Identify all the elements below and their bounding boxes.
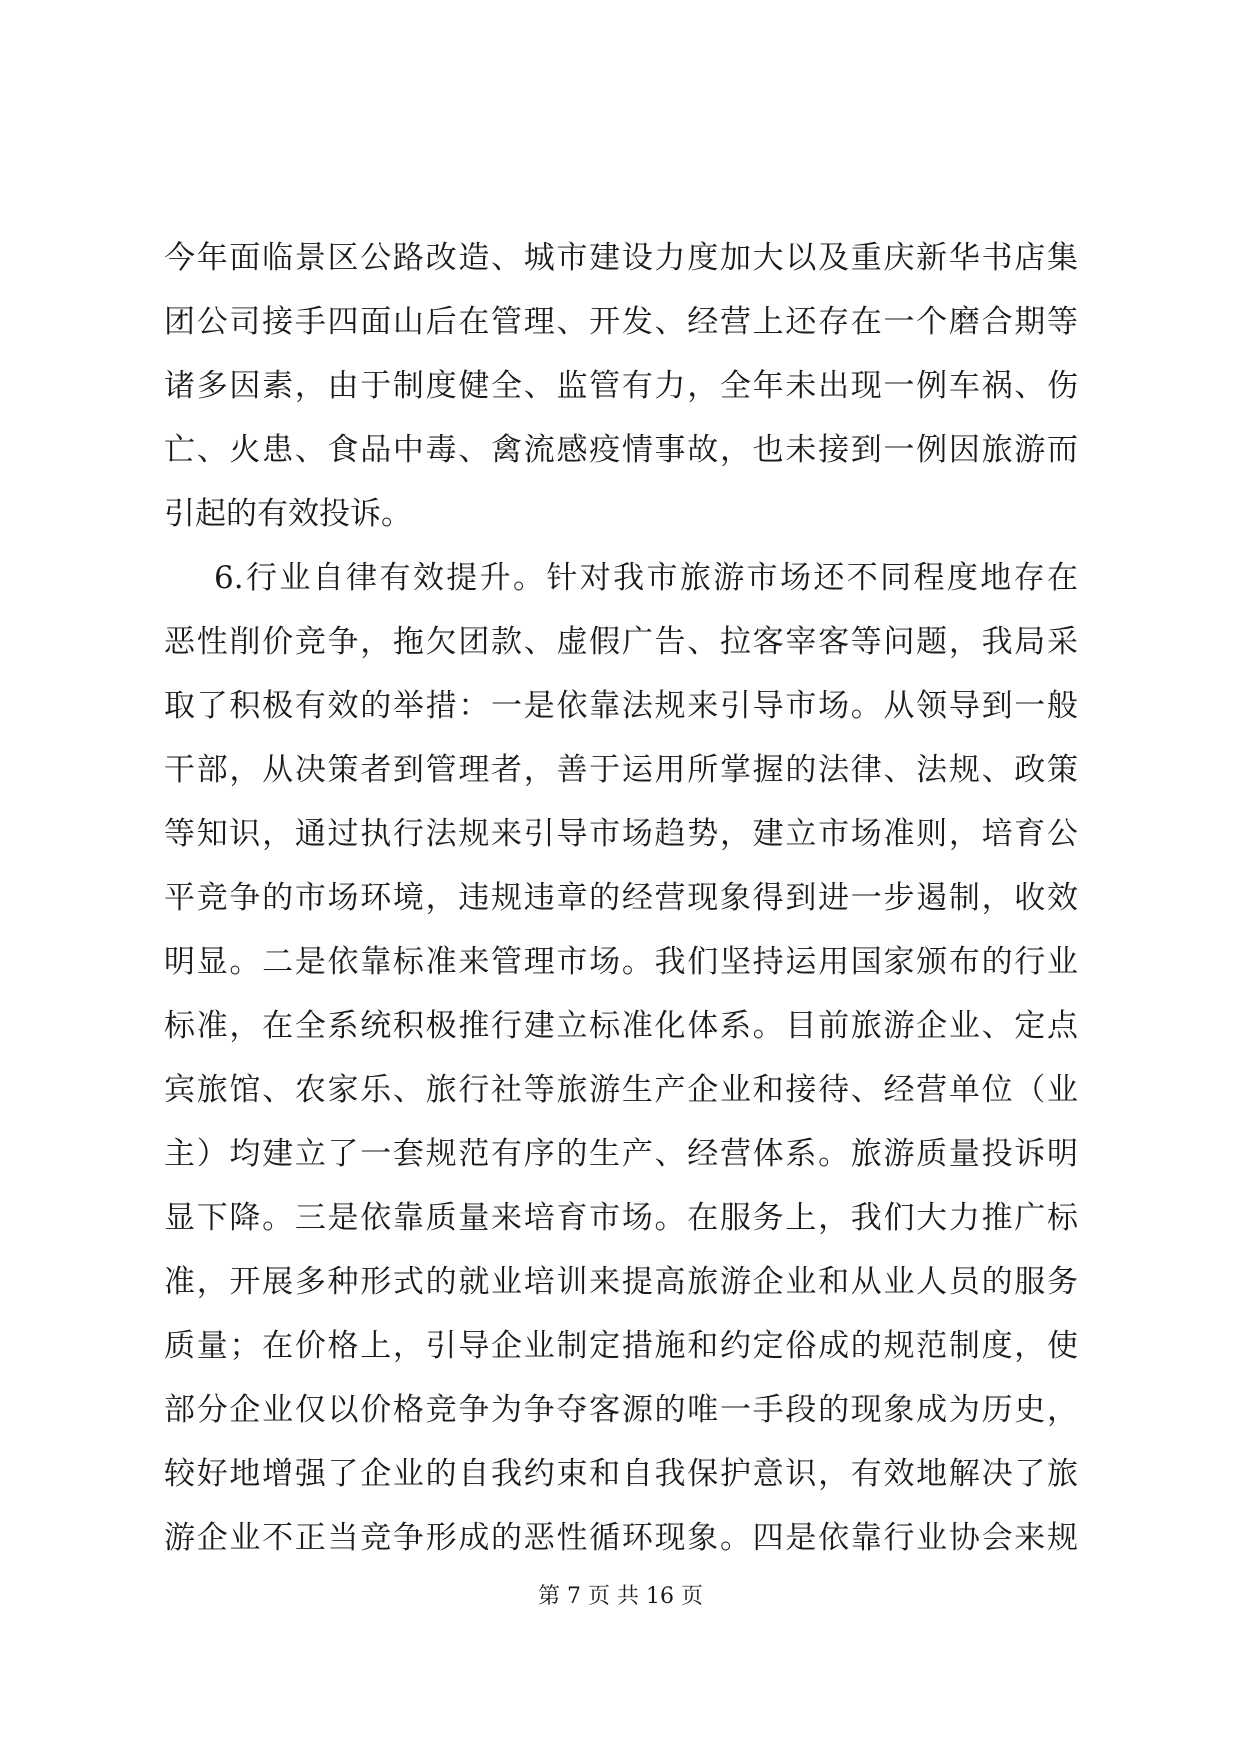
text-line: 标准，在全系统积极推行建立标准化体系。目前旅游企业、定点 [164, 1008, 1078, 1044]
body-text [164, 226, 1078, 1570]
text-line: 亡、火患、食品中毒、禽流感疫情事故，也未接到一例因旅游而 [164, 432, 1078, 468]
text-line: 部分企业仅以价格竞争为争夺客源的唯一手段的现象成为历史， [164, 1392, 1078, 1428]
text-line: 团公司接手四面山后在管理、开发、经营上还存在一个磨合期等 [164, 304, 1078, 340]
text-line: 恶性削价竞争，拖欠团款、虚假广告、拉客宰客等问题，我局采 [164, 624, 1078, 660]
text-line: 明显。二是依靠标准来管理市场。我们坚持运用国家颁布的行业 [164, 944, 1078, 980]
page-number-footer: 第 7 页 共 16 页 [538, 1584, 703, 1609]
text-line: 取了积极有效的举措：一是依靠法规来引导市场。从领导到一般 [164, 688, 1078, 724]
text-line: 较好地增强了企业的自我约束和自我保护意识，有效地解决了旅 [164, 1456, 1078, 1492]
text-line: 游企业不正当竞争形成的恶性循环现象。四是依靠行业协会来规 [164, 1520, 1078, 1556]
text-line: 质量；在价格上，引导企业制定措施和约定俗成的规范制度，使 [164, 1328, 1078, 1364]
text-line: 引起的有效投诉。 [164, 496, 412, 532]
text-line: 诸多因素，由于制度健全、监管有力，全年未出现一例车祸、伤 [164, 368, 1078, 404]
text-line: 显下降。三是依靠质量来培育市场。在服务上，我们大力推广标 [164, 1200, 1078, 1236]
text-line: 平竞争的市场环境，违规违章的经营现象得到进一步遏制，收效 [164, 880, 1078, 916]
paragraph-first-line: 6.行业自律有效提升。针对我市旅游市场还不同程度地存在 [214, 560, 1078, 596]
text-line: 等知识，通过执行法规来引导市场趋势，建立市场准则，培育公 [164, 816, 1078, 852]
text-line: 宾旅馆、农家乐、旅行社等旅游生产企业和接待、经营单位（业 [164, 1072, 1078, 1108]
text-line: 干部，从决策者到管理者，善于运用所掌握的法律、法规、政策 [164, 752, 1078, 788]
text-line: 准，开展多种形式的就业培训来提高旅游企业和从业人员的服务 [164, 1264, 1078, 1300]
text-line: 今年面临景区公路改造、城市建设力度加大以及重庆新华书店集 [164, 240, 1078, 276]
text-line: 主）均建立了一套规范有序的生产、经营体系。旅游质量投诉明 [164, 1136, 1078, 1172]
